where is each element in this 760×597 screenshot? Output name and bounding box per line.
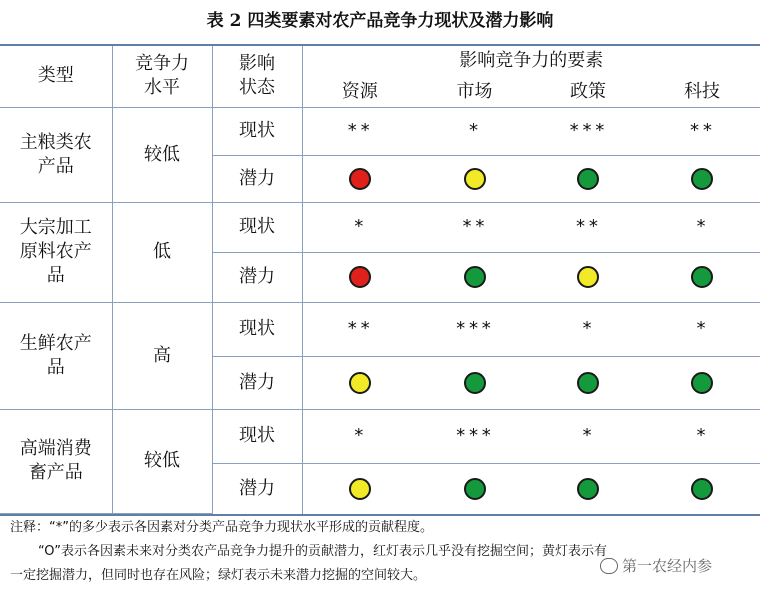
row-name: 主粮类农 产品 (0, 107, 112, 202)
traffic-light-green-icon (577, 372, 599, 394)
traffic-light-red-icon (349, 266, 371, 288)
current-stars: ** (417, 202, 532, 252)
traffic-light-green-icon (464, 478, 486, 500)
header-factor-policy: 政策 (532, 77, 644, 108)
row-level: 较低 (112, 409, 212, 513)
potential-light (417, 463, 532, 513)
potential-light (417, 252, 532, 302)
potential-light (644, 356, 760, 409)
header-factor-market: 市场 (417, 77, 532, 108)
traffic-light-yellow-icon (349, 478, 371, 500)
traffic-light-green-icon (577, 168, 599, 190)
traffic-light-green-icon (691, 372, 713, 394)
potential-light (302, 155, 417, 202)
potential-light (644, 155, 760, 202)
traffic-light-red-icon (349, 168, 371, 190)
current-stars: *** (532, 107, 644, 155)
current-stars: * (644, 202, 760, 252)
traffic-light-green-icon (464, 372, 486, 394)
current-stars: * (644, 302, 760, 356)
note-line-2: “O”表示各因素未来对分类农产品竞争力提升的贡献潜力，红灯表示几乎没有挖掘空间；黄灯表示有 (38, 544, 608, 559)
potential-light (644, 463, 760, 513)
potential-light (532, 252, 644, 302)
row-name: 大宗加工 原料农产 品 (0, 202, 112, 302)
potential-light (302, 356, 417, 409)
potential-light (417, 155, 532, 202)
current-stars: * (644, 409, 760, 463)
current-stars: * (417, 107, 532, 155)
current-stars: *** (417, 409, 532, 463)
watermark (600, 555, 712, 576)
status-potential-label: 潜力 (212, 252, 302, 302)
row-name: 高端消费 畜产品 (0, 409, 112, 513)
header-factor-resource: 资源 (302, 77, 417, 108)
header-factors-group: 影响竞争力的要素 (302, 46, 760, 77)
row-level: 高 (112, 302, 212, 409)
table-notes (10, 516, 755, 588)
current-stars: * (532, 409, 644, 463)
traffic-light-green-icon (691, 478, 713, 500)
factor-table (0, 44, 760, 516)
header-level: 竞争力 水平 (112, 46, 212, 107)
traffic-light-yellow-icon (464, 168, 486, 190)
current-stars: * (302, 202, 417, 252)
wechat-icon (600, 558, 618, 574)
status-current-label: 现状 (212, 202, 302, 252)
current-stars: ** (644, 107, 760, 155)
traffic-light-yellow-icon (349, 372, 371, 394)
status-current-label: 现状 (212, 107, 302, 155)
status-current-label: 现状 (212, 409, 302, 463)
row-level: 较低 (112, 107, 212, 202)
row-level: 低 (112, 202, 212, 302)
note-line-1: 注释：“*”的多少表示各因素对分类产品竞争力现状水平形成的贡献程度。 (10, 520, 433, 535)
note-line-3: 一定挖掘潜力，但同时也存在风险；绿灯表示未来潜力挖掘的空间较大。 (10, 568, 427, 583)
status-potential-label: 潜力 (212, 155, 302, 202)
status-current-label: 现状 (212, 302, 302, 356)
header-status: 影响 状态 (212, 46, 302, 107)
status-potential-label: 潜力 (212, 356, 302, 409)
row-name: 生鲜农产 品 (0, 302, 112, 409)
traffic-light-green-icon (577, 478, 599, 500)
potential-light (644, 252, 760, 302)
current-stars: *** (417, 302, 532, 356)
traffic-light-green-icon (464, 266, 486, 288)
current-stars: * (302, 409, 417, 463)
potential-light (532, 463, 644, 513)
traffic-light-green-icon (691, 168, 713, 190)
current-stars: ** (302, 302, 417, 356)
header-factor-tech: 科技 (644, 77, 760, 108)
header-type: 类型 (0, 46, 112, 107)
status-potential-label: 潜力 (212, 463, 302, 513)
current-stars: ** (532, 202, 644, 252)
potential-light (302, 252, 417, 302)
current-stars: ** (302, 107, 417, 155)
potential-light (532, 155, 644, 202)
current-stars: * (532, 302, 644, 356)
table-title: 表 2 四类要素对农产品竞争力现状及潜力影响 (206, 11, 554, 31)
traffic-light-green-icon (691, 266, 713, 288)
traffic-light-yellow-icon (577, 266, 599, 288)
potential-light (417, 356, 532, 409)
potential-light (532, 356, 644, 409)
watermark-text: 第一农经内参 (622, 557, 713, 575)
potential-light (302, 463, 417, 513)
